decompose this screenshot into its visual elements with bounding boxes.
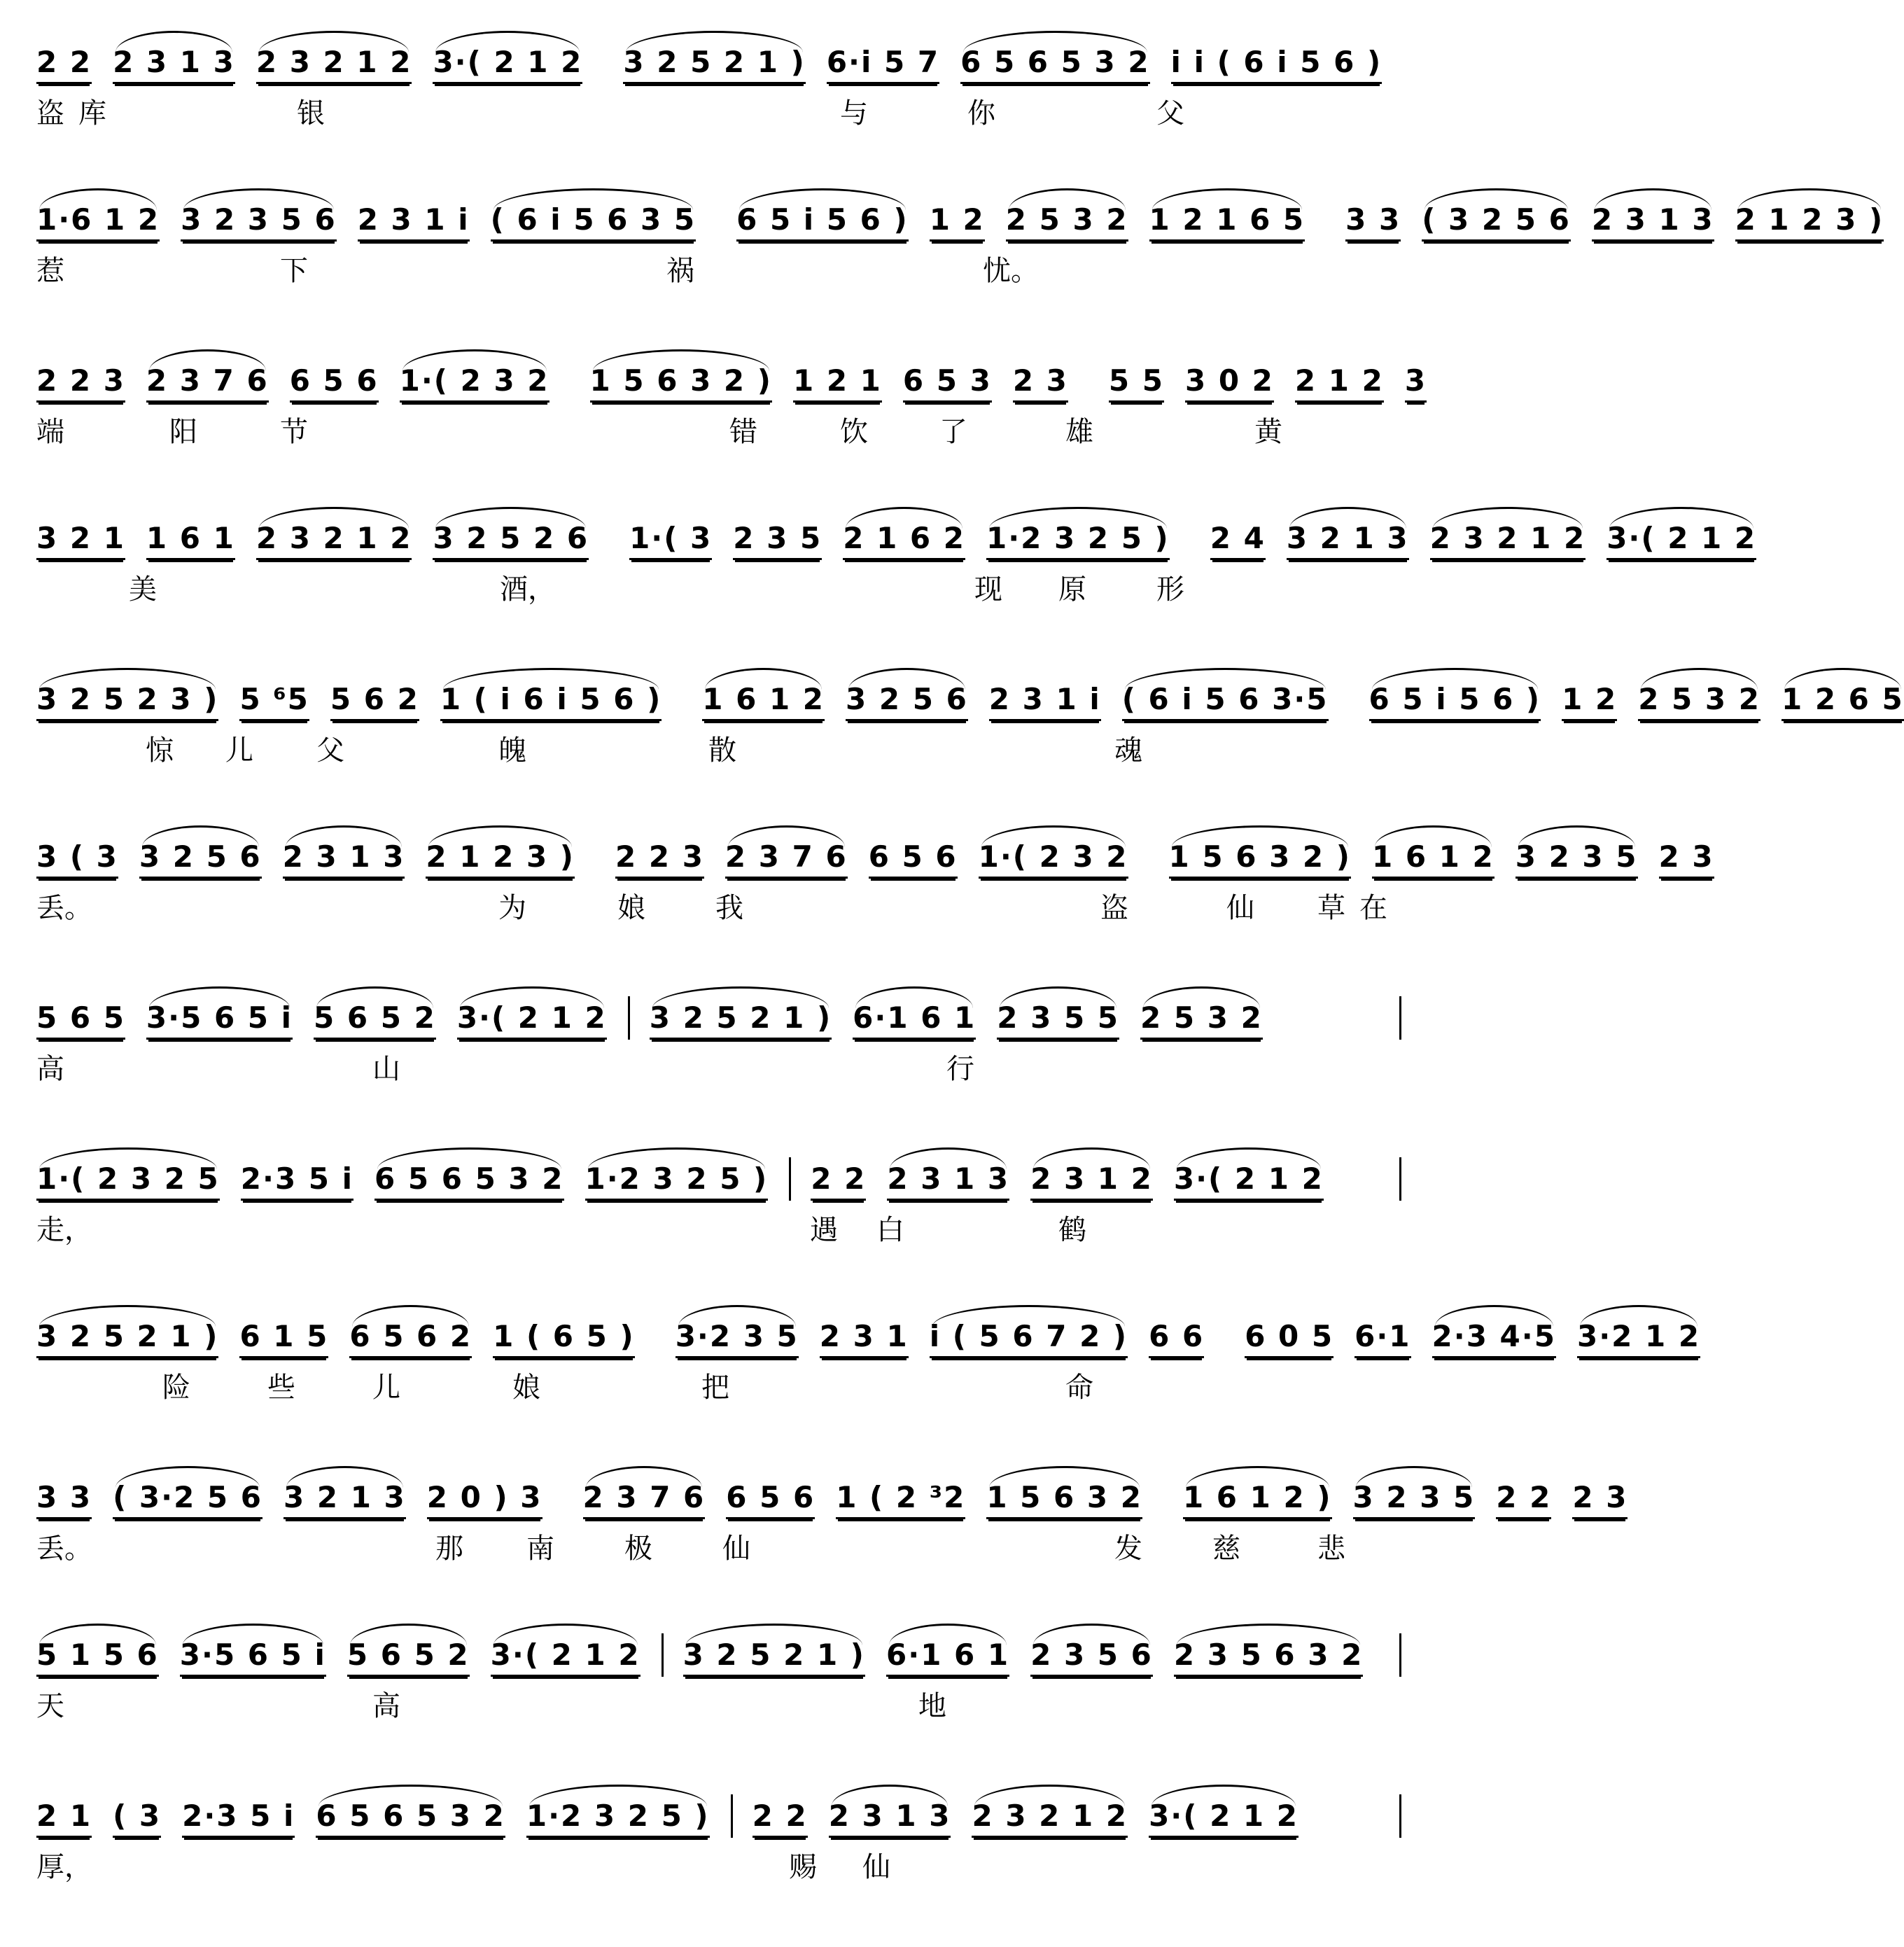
- lyric-char: 发: [1114, 1533, 1142, 1565]
- lyric-char: 饮: [840, 416, 868, 448]
- score-system: [36, 1614, 1401, 1722]
- score-system: [36, 497, 1757, 606]
- note-group: 3·( 2 1 2: [1174, 1161, 1324, 1201]
- lyric-char: 丢。: [36, 892, 92, 924]
- note-group: 2 3 7 6: [725, 839, 848, 879]
- lyric-char: 形: [1156, 573, 1184, 606]
- note-group: 2 3 2 1 2: [256, 521, 412, 560]
- note-group: 2 3 5 6: [1030, 1638, 1153, 1677]
- note-group: 3 2 5 6: [846, 682, 968, 721]
- lyric-char: 天: [36, 1690, 64, 1722]
- note-group: 2 3 1 i: [989, 682, 1101, 721]
- note-line: [36, 977, 1401, 1040]
- note-group: 3 2 1 3: [1287, 521, 1409, 560]
- lyric-line: [36, 1684, 1401, 1722]
- lyric-char: 在: [1359, 892, 1387, 924]
- lyric-char: 极: [624, 1533, 652, 1565]
- lyric-char: 惹: [36, 255, 64, 287]
- lyric-char: 酒，: [500, 573, 556, 606]
- note-line: [36, 1295, 1701, 1358]
- lyric-char: 库: [78, 97, 106, 130]
- barline: [1399, 1633, 1401, 1677]
- lyric-char: 山: [372, 1053, 400, 1085]
- note-group: 3 3: [36, 1480, 92, 1519]
- note-group: 5 ⁶5: [239, 682, 309, 721]
- note-group: ( 3·2 5 6: [113, 1480, 262, 1519]
- note-group: 2 3 2 1 2: [1430, 521, 1586, 560]
- note-group: 3·2 3 5: [676, 1319, 799, 1358]
- lyric-char: 雄: [1065, 416, 1093, 448]
- lyric-line: [36, 1526, 1401, 1565]
- lyric-line: [36, 728, 1401, 767]
- lyric-char: 娘: [617, 892, 645, 924]
- lyric-char: 险: [162, 1372, 190, 1404]
- lyric-char: 与: [840, 97, 868, 130]
- lyric-char: 那: [435, 1533, 463, 1565]
- note-group: 1·6 1 2: [36, 202, 160, 242]
- note-group: 3 2 1 3: [284, 1480, 406, 1519]
- note-group: 6 1 5: [239, 1319, 328, 1358]
- lyric-char: 盗: [36, 97, 64, 130]
- note-group: 3 2 1: [36, 521, 125, 560]
- score-system: [36, 1138, 1401, 1246]
- note-group: 2 3 1 3: [113, 45, 235, 84]
- note-group: 2 2: [36, 45, 92, 84]
- note-group: 2 4: [1210, 521, 1266, 560]
- note-group: 3·( 2 1 2: [491, 1638, 640, 1677]
- score-system: [36, 1295, 1701, 1404]
- lyric-char: 儿: [372, 1372, 400, 1404]
- lyric-char: 鹤: [1058, 1214, 1086, 1246]
- lyric-char: 为: [498, 892, 526, 924]
- lyric-char: 银: [297, 97, 325, 130]
- lyric-char: 走，: [36, 1214, 92, 1246]
- score-system: [36, 816, 1714, 924]
- note-group: 1 ( 6 5 ): [493, 1319, 635, 1358]
- note-group: 6 5 6 5 3 2: [960, 45, 1149, 84]
- lyric-char: 丢。: [36, 1533, 92, 1565]
- lyric-char: 祸: [666, 255, 694, 287]
- note-group: 1 2 1: [793, 363, 882, 403]
- note-group: 3·5 6 5 i: [180, 1638, 326, 1677]
- lyric-char: 赐: [789, 1851, 817, 1883]
- note-group: 1·2 3 2 5 ): [585, 1161, 769, 1201]
- lyric-char: 仙: [1226, 892, 1254, 924]
- lyric-char: 黄: [1254, 416, 1282, 448]
- lyric-char: 把: [701, 1372, 729, 1404]
- note-group: 2 3 1 3: [829, 1799, 951, 1838]
- lyric-line: [36, 1208, 1401, 1246]
- note-group: 2 1 6 2: [843, 521, 965, 560]
- note-group: 2·3 4·5: [1432, 1319, 1556, 1358]
- note-group: 3 2 5 2 1 ): [36, 1319, 218, 1358]
- note-line: [36, 1138, 1401, 1201]
- note-group: 6 6: [1149, 1319, 1204, 1358]
- lyric-char: 下: [280, 255, 308, 287]
- note-group: 5 6 5 2: [347, 1638, 470, 1677]
- note-group: 3 2 3 5: [1516, 839, 1638, 879]
- lyric-char: 悲: [1317, 1533, 1345, 1565]
- note-group: 2 3: [1572, 1480, 1628, 1519]
- lyric-char: 儿: [225, 734, 253, 767]
- score-system: [36, 21, 1401, 130]
- note-group: 1 5 6 3 2 ): [590, 363, 772, 403]
- note-group: 3 2 5 2 1 ): [623, 45, 805, 84]
- lyric-char: 父: [1156, 97, 1184, 130]
- lyric-char: 我: [715, 892, 743, 924]
- note-group: 2·3 5 i: [241, 1161, 354, 1201]
- lyric-char: 仙: [722, 1533, 750, 1565]
- note-group: 1 2: [930, 202, 985, 242]
- note-group: 2 1 2 3 ): [1735, 202, 1884, 242]
- note-group: 3 2 5 2 3 ): [36, 682, 218, 721]
- note-group: 1·( 3: [629, 521, 712, 560]
- note-group: 1 2 6 5: [1782, 682, 1904, 721]
- note-group: 1 6 1 2 ): [1183, 1480, 1332, 1519]
- note-group: 1 5 6 3 2: [986, 1480, 1142, 1519]
- note-line: [36, 1456, 1628, 1519]
- note-group: ( 6 i 5 6 3 5: [491, 202, 696, 242]
- lyric-char: 命: [1065, 1372, 1093, 1404]
- note-group: 2 1: [36, 1799, 92, 1838]
- note-line: [36, 340, 1427, 403]
- lyric-char: 散: [708, 734, 736, 767]
- note-group: 3·5 6 5 i: [146, 1000, 293, 1040]
- note-group: 2 3 1 3: [887, 1161, 1009, 1201]
- note-group: 1·2 3 2 5 ): [986, 521, 1170, 560]
- note-group: i ( 5 6 7 2 ): [930, 1319, 1128, 1358]
- barline: [1399, 1157, 1401, 1201]
- note-group: 3 3: [1345, 202, 1401, 242]
- lyric-line: [36, 567, 1401, 606]
- note-group: 2 5 3 2: [1006, 202, 1128, 242]
- lyric-char: 厚，: [36, 1851, 92, 1883]
- lyric-char: 南: [526, 1533, 554, 1565]
- score-system: [36, 179, 1884, 287]
- note-group: 2 2: [811, 1161, 866, 1201]
- note-line: [36, 816, 1714, 879]
- score-system: [36, 977, 1401, 1085]
- note-group: 6·i 5 7: [827, 45, 939, 84]
- barline: [731, 1794, 733, 1838]
- note-group: 6 5 i 5 6 ): [736, 202, 909, 242]
- note-group: 2 3 2 1 2: [256, 45, 412, 84]
- note-group: 3: [1405, 363, 1427, 403]
- lyric-char: 魄: [498, 734, 526, 767]
- note-group: 3 2 3 5: [1353, 1480, 1476, 1519]
- note-group: 2 3 5: [733, 521, 822, 560]
- barline: [628, 996, 630, 1040]
- note-line: [36, 658, 1904, 721]
- note-group: i i ( 6 i 5 6 ): [1171, 45, 1382, 84]
- lyric-char: 阳: [169, 416, 197, 448]
- note-group: 5 5: [1109, 363, 1164, 403]
- note-line: [36, 179, 1884, 242]
- note-group: 2 2 3: [36, 363, 125, 403]
- note-group: 6 5 3: [903, 363, 992, 403]
- lyric-char: 忧。: [983, 255, 1039, 287]
- note-group: 3·( 2 1 2: [457, 1000, 607, 1040]
- lyric-line: [36, 1047, 1401, 1085]
- note-group: 1·( 2 3 2 5: [36, 1161, 220, 1201]
- score-system: [36, 1456, 1628, 1565]
- lyric-char: 高: [36, 1053, 64, 1085]
- note-group: 3 2 3 5 6: [181, 202, 337, 242]
- lyric-char: 遇: [810, 1214, 838, 1246]
- note-group: 1·2 3 2 5 ): [526, 1799, 710, 1838]
- note-group: 2 3: [1013, 363, 1068, 403]
- score-system: [36, 340, 1427, 448]
- note-group: 2 2: [1496, 1480, 1551, 1519]
- lyric-char: 惊: [146, 734, 174, 767]
- lyric-char: 娘: [512, 1372, 540, 1404]
- note-group: 6·1: [1354, 1319, 1410, 1358]
- note-group: 5 1 5 6: [36, 1638, 159, 1677]
- note-line: [36, 1775, 1401, 1838]
- lyric-line: [36, 91, 1401, 130]
- lyric-char: 行: [946, 1053, 974, 1085]
- note-group: ( 6 i 5 6 3·5: [1122, 682, 1329, 721]
- note-group: 3 2 5 6: [139, 839, 262, 879]
- note-group: 2 1 2 3 ): [426, 839, 575, 879]
- note-group: 6 5 6 5 3 2: [316, 1799, 505, 1838]
- lyric-char: 你: [967, 97, 995, 130]
- lyric-char: 美: [129, 573, 157, 606]
- note-group: 1 6 1 2: [1372, 839, 1494, 879]
- lyric-line: [36, 886, 1401, 924]
- note-group: 3 2 5 2 6: [433, 521, 589, 560]
- note-group: ( 3: [113, 1799, 161, 1838]
- note-group: 6·1 6 1: [886, 1638, 1009, 1677]
- note-line: [36, 497, 1757, 560]
- note-group: 1 ( i 6 i 5 6 ): [440, 682, 662, 721]
- note-group: 1 2 1 6 5: [1149, 202, 1306, 242]
- note-group: 2 3 1: [820, 1319, 909, 1358]
- note-group: 2 3 7 6: [583, 1480, 706, 1519]
- lyric-char: 了: [939, 416, 967, 448]
- lyric-char: 端: [36, 416, 64, 448]
- lyric-char: 草: [1317, 892, 1345, 924]
- score-system: [36, 1775, 1401, 1883]
- note-group: 2 1 2: [1295, 363, 1384, 403]
- note-group: 3·( 2 1 2: [1606, 521, 1756, 560]
- lyric-char: 原: [1058, 573, 1086, 606]
- note-group: 2 3 5 6 3 2: [1174, 1638, 1363, 1677]
- note-group: 2·3 5 i: [182, 1799, 295, 1838]
- lyric-line: [36, 410, 1401, 448]
- note-group: 2 3 1 3: [283, 839, 405, 879]
- note-group: 6 0 5: [1245, 1319, 1334, 1358]
- lyric-char: 白: [876, 1214, 904, 1246]
- note-group: 2 3 2 1 2: [972, 1799, 1128, 1838]
- note-group: 2 3: [1659, 839, 1714, 879]
- note-group: 2 2: [752, 1799, 808, 1838]
- note-group: 5 6 5: [36, 1000, 125, 1040]
- note-group: 1 ( 2 ³2: [836, 1480, 965, 1519]
- barline: [789, 1157, 791, 1201]
- note-group: 6 5 6: [869, 839, 958, 879]
- note-group: 3 ( 3: [36, 839, 118, 879]
- note-group: 3 2 5 2 1 ): [683, 1638, 865, 1677]
- note-group: 6 5 6: [726, 1480, 815, 1519]
- note-group: 5 6 2: [330, 682, 419, 721]
- lyric-line: [36, 1845, 1401, 1883]
- lyric-char: 节: [280, 416, 308, 448]
- note-group: 6 5 6 5 3 2: [374, 1161, 564, 1201]
- note-group: 1 6 1: [146, 521, 235, 560]
- note-group: 2 5 3 2: [1638, 682, 1760, 721]
- note-group: 2 3 7 6: [146, 363, 269, 403]
- lyric-char: 地: [918, 1690, 946, 1722]
- note-group: 1 5 6 3 2 ): [1169, 839, 1351, 879]
- barline: [662, 1633, 664, 1677]
- note-group: 6 5 6 2: [349, 1319, 472, 1358]
- lyric-char: 高: [372, 1690, 400, 1722]
- note-group: 2 3 1 2: [1030, 1161, 1153, 1201]
- note-group: 3 0 2: [1185, 363, 1274, 403]
- note-line: [36, 21, 1401, 84]
- note-group: 2 2 3: [615, 839, 704, 879]
- lyric-char: 父: [316, 734, 344, 767]
- note-group: 2 5 3 2: [1140, 1000, 1263, 1040]
- score-system: [36, 658, 1904, 767]
- note-group: 2 3 1 i: [358, 202, 470, 242]
- note-group: 3·( 2 1 2: [1149, 1799, 1298, 1838]
- lyric-line: [36, 1365, 1401, 1404]
- lyric-char: 仙: [862, 1851, 890, 1883]
- lyric-char: 慈: [1212, 1533, 1240, 1565]
- note-group: ( 3 2 5 6: [1422, 202, 1571, 242]
- note-group: 6 5 i 5 6 ): [1369, 682, 1541, 721]
- lyric-char: 盗: [1100, 892, 1128, 924]
- lyric-char: 些: [267, 1372, 295, 1404]
- note-line: [36, 1614, 1401, 1677]
- lyric-line: [36, 249, 1401, 287]
- barline: [1399, 996, 1401, 1040]
- note-group: 3·2 1 2: [1577, 1319, 1700, 1358]
- note-group: 2 3 1 3: [1592, 202, 1714, 242]
- lyric-char: 错: [729, 416, 757, 448]
- note-group: 3 2 5 2 1 ): [650, 1000, 832, 1040]
- note-group: 1·( 2 3 2: [979, 839, 1128, 879]
- note-group: 3·( 2 1 2: [433, 45, 582, 84]
- note-group: 5 6 5 2: [314, 1000, 436, 1040]
- lyric-char: 魂: [1114, 734, 1142, 767]
- note-group: 2 3 5 5: [997, 1000, 1119, 1040]
- note-group: 1·( 2 3 2: [400, 363, 550, 403]
- note-group: 2 0 ) 3: [427, 1480, 542, 1519]
- lyric-char: 现: [974, 573, 1002, 606]
- note-group: 6·1 6 1: [853, 1000, 976, 1040]
- note-group: 1 2: [1562, 682, 1617, 721]
- barline: [1399, 1794, 1401, 1838]
- note-group: 6 5 6: [290, 363, 379, 403]
- note-group: 1 6 1 2: [702, 682, 825, 721]
